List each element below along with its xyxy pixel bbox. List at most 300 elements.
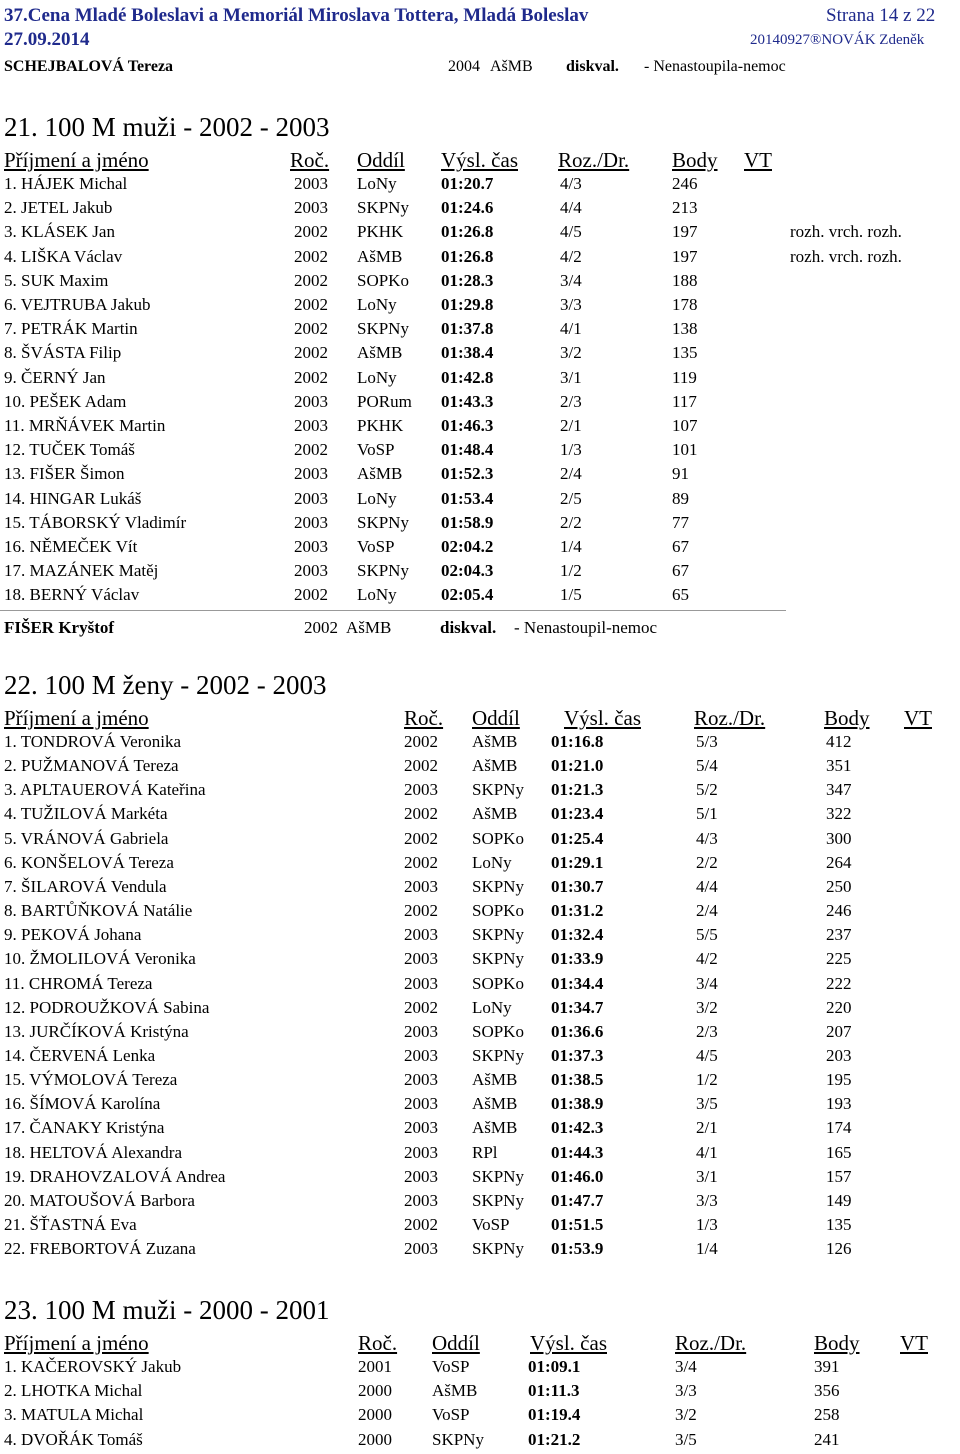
cell-heat: 3/4	[560, 270, 582, 290]
cell-time: 01:46.3	[441, 416, 494, 435]
cell-heat: 5/3	[696, 732, 718, 751]
cell-note: rozh. vrch. rozh.	[790, 246, 902, 266]
col-vt: VT	[744, 148, 772, 172]
table-row	[0, 489, 960, 513]
cell-heat: 1/5	[560, 585, 582, 605]
cell-year: 2003	[404, 973, 438, 993]
cell-club: VoSP	[472, 1215, 510, 1234]
cell-points: 391	[814, 1357, 840, 1376]
col-heat: Roz./Dr.	[558, 148, 630, 172]
cell-year: 2003	[404, 1045, 438, 1065]
cell-club: SOPKo	[357, 270, 409, 290]
cell-club: AšMB	[472, 756, 518, 776]
cell-time: 01:43.3	[441, 391, 494, 411]
cell-heat: 2/3	[696, 1021, 718, 1041]
table-row	[0, 949, 960, 973]
cell-club: SOPKo	[472, 828, 524, 848]
dq-name: SCHEJBALOVÁ Tereza	[4, 58, 174, 75]
table-row	[0, 392, 960, 416]
dq-note: - Nenastoupila-nemoc	[644, 58, 786, 75]
cell-name: 5. VRÁNOVÁ Gabriela	[4, 828, 169, 848]
table-row	[0, 416, 960, 440]
cell-year: 2003	[404, 1118, 438, 1138]
cell-year: 2002	[404, 1215, 438, 1234]
cell-club: VoSP	[432, 1405, 470, 1425]
cell-year: 2003	[404, 1239, 438, 1259]
table-divider	[0, 610, 786, 611]
cell-time: 01:26.8	[441, 222, 494, 242]
col-heat: Roz./Dr.	[675, 1331, 747, 1355]
cell-heat: 1/3	[696, 1215, 718, 1234]
cell-heat: 2/1	[696, 1118, 718, 1138]
cell-club: SKPNy	[357, 198, 409, 218]
cell-points: 246	[826, 901, 852, 921]
table-row	[0, 440, 960, 464]
table-row	[0, 271, 960, 295]
col-year: Roč.	[358, 1331, 398, 1355]
event-title: 23. 100 M muži - 2000 - 2001	[4, 1295, 330, 1325]
dq-note: - Nenastoupil-nemoc	[514, 618, 658, 637]
cell-points: 65	[672, 585, 689, 605]
cell-name: 4. LIŠKA Václav	[4, 246, 123, 266]
cell-year: 2003	[404, 1021, 438, 1041]
cell-club: LoNy	[357, 295, 397, 314]
cell-name: 4. DVOŘÁK Tomáš	[4, 1429, 143, 1449]
cell-heat: 4/4	[696, 876, 718, 896]
cell-year: 2003	[404, 1166, 438, 1186]
cell-name: 18. HELTOVÁ Alexandra	[4, 1142, 183, 1162]
cell-club: AšMB	[472, 732, 518, 751]
table-row	[0, 222, 960, 246]
cell-points: 89	[672, 488, 689, 508]
cell-name: 1. HÁJEK Michal	[4, 174, 128, 193]
cell-points: 258	[814, 1405, 840, 1425]
cell-time: 01:38.5	[551, 1070, 604, 1090]
cell-time: 01:52.3	[441, 464, 494, 484]
cell-time: 01:31.2	[551, 901, 604, 921]
cell-club: SKPNy	[472, 1045, 524, 1065]
col-time: Výsl. čas	[441, 148, 518, 172]
cell-heat: 5/4	[696, 756, 718, 776]
cell-club: AšMB	[432, 1381, 478, 1401]
cell-name: 17. ČANAKY Kristýna	[4, 1118, 165, 1138]
cell-year: 2002	[404, 732, 438, 751]
table-header	[0, 1331, 960, 1355]
cell-time: 01:21.3	[551, 780, 604, 800]
cell-points: 246	[672, 174, 698, 193]
cell-name: 15. TÁBORSKÝ Vladimír	[4, 512, 187, 532]
dq-status: diskval.	[440, 618, 497, 637]
cell-year: 2002	[294, 319, 328, 339]
table-header	[0, 706, 960, 730]
cell-heat: 1/3	[560, 440, 582, 460]
cell-time: 01:21.0	[551, 756, 604, 776]
cell-name: 6. KONŠELOVÁ Tereza	[4, 852, 174, 872]
cell-year: 2003	[404, 1142, 438, 1162]
cell-club: LoNy	[357, 367, 397, 387]
cell-time: 02:04.2	[441, 537, 494, 556]
cell-club: SKPNy	[472, 1190, 524, 1210]
cell-name: 20. MATOUŠOVÁ Barbora	[4, 1190, 195, 1210]
table-row	[0, 343, 960, 367]
cell-name: 5. SUK Maxim	[4, 270, 109, 290]
cell-name: 21. ŠŤASTNÁ Eva	[4, 1215, 137, 1234]
col-club: Oddíl	[472, 706, 520, 730]
cell-name: 2. JETEL Jakub	[4, 198, 113, 218]
cell-heat: 2/1	[560, 416, 582, 435]
cell-name: 15. VÝMOLOVÁ Tereza	[4, 1070, 178, 1090]
cell-points: 149	[826, 1190, 852, 1210]
cell-club: SOPKo	[472, 901, 524, 921]
cell-name: 8. BARTŮŇKOVÁ Natálie	[4, 901, 193, 921]
cell-points: 117	[672, 391, 697, 411]
cell-points: 412	[826, 732, 852, 751]
cell-points: 203	[826, 1045, 852, 1065]
cell-name: 13. FIŠER Šimon	[4, 464, 125, 484]
cell-club: SKPNy	[472, 949, 524, 969]
cell-time: 01:29.1	[551, 852, 604, 872]
cell-heat: 2/5	[560, 488, 582, 508]
cell-time: 01:24.6	[441, 198, 494, 218]
cell-club: AšMB	[472, 1094, 518, 1114]
cell-time: 01:21.2	[528, 1429, 581, 1449]
cell-heat: 4/2	[696, 949, 718, 969]
cell-time: 01:23.4	[551, 804, 604, 824]
table-row	[0, 1405, 960, 1429]
cell-points: 197	[672, 222, 698, 242]
cell-year: 2002	[294, 367, 328, 387]
cell-name: 12. PODROUŽKOVÁ Sabina	[4, 997, 210, 1017]
cell-club: SKPNy	[472, 1239, 524, 1259]
cell-name: 10. PEŠEK Adam	[4, 391, 127, 411]
cell-note: rozh. vrch. rozh.	[790, 222, 902, 242]
cell-time: 01:38.4	[441, 343, 494, 363]
table-row	[0, 198, 960, 222]
cell-name: 16. ŠÍMOVÁ Karolína	[4, 1094, 161, 1114]
cell-time: 01:29.8	[441, 295, 494, 314]
col-points: Body	[824, 706, 870, 730]
cell-club: SKPNy	[357, 512, 409, 532]
table-row	[0, 829, 960, 853]
cell-club: VoSP	[357, 440, 395, 460]
cell-heat: 3/4	[675, 1357, 697, 1376]
competition-title: 37.Cena Mladé Boleslavi a Memoriál Miroslava Tottera, Mladá Boleslav	[4, 5, 589, 26]
table-row	[0, 585, 960, 609]
cell-points: 220	[826, 997, 852, 1017]
cell-heat: 3/3	[696, 1190, 718, 1210]
cell-time: 01:11.3	[528, 1381, 580, 1401]
dq-row	[0, 618, 960, 642]
cell-time: 01:37.8	[441, 319, 494, 339]
cell-year: 2002	[404, 804, 438, 824]
table-row	[0, 1191, 960, 1215]
cell-points: 77	[672, 512, 689, 532]
cell-points: 157	[826, 1166, 852, 1186]
cell-points: 264	[826, 852, 852, 872]
cell-club: SKPNy	[357, 561, 409, 581]
cell-club: AšMB	[472, 1118, 518, 1138]
table-row	[0, 780, 960, 804]
cell-points: 241	[814, 1429, 840, 1449]
cell-year: 2002	[404, 852, 438, 872]
dq-year: 2002	[304, 618, 338, 637]
cell-year: 2002	[404, 828, 438, 848]
cell-heat: 2/2	[560, 512, 582, 532]
cell-year: 2003	[294, 391, 328, 411]
table-row	[0, 1381, 960, 1405]
col-name: Příjmení a jméno	[4, 1331, 149, 1355]
table-row	[0, 464, 960, 488]
cell-name: 17. MAZÁNEK Matěj	[4, 561, 159, 581]
cell-name: 1. KAČEROVSKÝ Jakub	[4, 1357, 182, 1376]
table-row	[0, 1070, 960, 1094]
cell-points: 174	[826, 1118, 852, 1138]
cell-club: VoSP	[432, 1357, 470, 1376]
cell-points: 213	[672, 198, 698, 218]
cell-club: SKPNy	[472, 780, 524, 800]
col-points: Body	[814, 1331, 860, 1355]
cell-year: 2003	[404, 1070, 438, 1090]
cell-year: 2002	[294, 440, 328, 460]
cell-points: 165	[826, 1142, 852, 1162]
cell-name: 10. ŽMOLILOVÁ Veronika	[4, 949, 196, 969]
cell-time: 01:36.6	[551, 1021, 604, 1041]
cell-club: LoNy	[472, 997, 512, 1017]
cell-time: 01:53.4	[441, 488, 494, 508]
cell-heat: 3/2	[675, 1405, 697, 1425]
cell-points: 222	[826, 973, 852, 993]
cell-club: AšMB	[472, 804, 518, 824]
table-row	[0, 732, 960, 756]
cell-points: 250	[826, 876, 852, 896]
cell-name: 14. HINGAR Lukáš	[4, 488, 142, 508]
cell-year: 2002	[294, 343, 328, 363]
cell-time: 01:42.3	[551, 1118, 604, 1138]
cell-points: 193	[826, 1094, 852, 1114]
table-row	[0, 974, 960, 998]
cell-club: LoNy	[357, 174, 397, 193]
table-row	[0, 1430, 960, 1454]
cell-heat: 4/2	[560, 246, 582, 266]
table-row	[0, 513, 960, 537]
cell-points: 237	[826, 925, 852, 945]
cell-name: 11. MRŇÁVEK Martin	[4, 416, 166, 435]
cell-club: PKHK	[357, 222, 404, 242]
cell-name: 1. TONDROVÁ Veronika	[4, 732, 182, 751]
table-row	[0, 247, 960, 271]
cell-year: 2003	[294, 512, 328, 532]
cell-points: 107	[672, 416, 698, 435]
cell-heat: 4/5	[560, 222, 582, 242]
table-row	[0, 1357, 960, 1381]
col-heat: Roz./Dr.	[694, 706, 766, 730]
cell-heat: 1/4	[696, 1239, 718, 1259]
cell-time: 01:42.8	[441, 367, 494, 387]
cell-time: 01:19.4	[528, 1405, 581, 1425]
col-vt: VT	[900, 1331, 928, 1355]
cell-year: 2003	[294, 464, 328, 484]
cell-year: 2003	[294, 561, 328, 581]
table-row	[0, 925, 960, 949]
cell-heat: 4/4	[560, 198, 582, 218]
cell-heat: 3/1	[696, 1166, 718, 1186]
cell-name: 6. VEJTRUBA Jakub	[4, 295, 151, 314]
cell-name: 22. FREBORTOVÁ Zuzana	[4, 1239, 196, 1259]
cell-heat: 1/2	[560, 561, 582, 581]
cell-year: 2002	[294, 585, 328, 605]
cell-name: 2. LHOTKA Michal	[4, 1381, 143, 1401]
prev-dq-row	[0, 58, 960, 82]
cell-points: 225	[826, 949, 852, 969]
cell-time: 01:25.4	[551, 828, 604, 848]
cell-points: 188	[672, 270, 698, 290]
event-title: 22. 100 M ženy - 2002 - 2003	[4, 670, 327, 700]
cell-club: VoSP	[357, 537, 395, 556]
table-row	[0, 1094, 960, 1118]
dq-status: diskval.	[566, 58, 619, 75]
table-row	[0, 1143, 960, 1167]
col-time: Výsl. čas	[530, 1331, 607, 1355]
cell-heat: 3/4	[696, 973, 718, 993]
cell-points: 351	[826, 756, 852, 776]
col-club: Oddíl	[357, 148, 405, 172]
cell-club: PORum	[357, 391, 412, 411]
cell-time: 01:37.3	[551, 1045, 604, 1065]
table-header	[0, 148, 960, 172]
cell-heat: 1/4	[560, 537, 582, 556]
table-row	[0, 368, 960, 392]
table-row	[0, 853, 960, 877]
table-row	[0, 901, 960, 925]
cell-heat: 4/1	[696, 1142, 718, 1162]
cell-points: 135	[672, 343, 698, 363]
cell-year: 2003	[294, 198, 328, 218]
cell-year: 2002	[404, 997, 438, 1017]
cell-year: 2002	[404, 901, 438, 921]
col-club: Oddíl	[432, 1331, 480, 1355]
cell-name: 14. ČERVENÁ Lenka	[4, 1045, 156, 1065]
cell-name: 3. KLÁSEK Jan	[4, 222, 115, 242]
cell-time: 01:34.4	[551, 973, 604, 993]
cell-year: 2003	[404, 876, 438, 896]
cell-points: 126	[826, 1239, 852, 1259]
cell-club: LoNy	[472, 852, 512, 872]
table-row	[0, 1118, 960, 1142]
cell-points: 119	[672, 367, 697, 387]
table-row	[0, 295, 960, 319]
col-vt: VT	[904, 706, 932, 730]
cell-name: 3. MATULA Michal	[4, 1405, 144, 1425]
cell-heat: 3/1	[560, 367, 582, 387]
cell-heat: 5/2	[696, 780, 718, 800]
cell-time: 01:34.7	[551, 997, 604, 1017]
cell-year: 2003	[294, 416, 328, 435]
cell-points: 347	[826, 780, 852, 800]
cell-year: 2003	[404, 1094, 438, 1114]
cell-name: 4. TUŽILOVÁ Markéta	[4, 804, 168, 824]
cell-year: 2000	[358, 1405, 392, 1425]
cell-heat: 3/5	[675, 1429, 697, 1449]
cell-name: 11. CHROMÁ Tereza	[4, 973, 153, 993]
cell-heat: 3/3	[675, 1381, 697, 1401]
cell-name: 12. TUČEK Tomáš	[4, 440, 135, 460]
cell-year: 2003	[404, 925, 438, 945]
cell-heat: 4/5	[696, 1045, 718, 1065]
cell-points: 207	[826, 1021, 852, 1041]
cell-heat: 2/4	[560, 464, 582, 484]
cell-name: 7. PETRÁK Martin	[4, 319, 138, 339]
cell-time: 01:28.3	[441, 270, 494, 290]
cell-time: 01:58.9	[441, 512, 494, 532]
cell-time: 01:46.0	[551, 1166, 604, 1186]
cell-year: 2002	[294, 270, 328, 290]
cell-year: 2003	[404, 780, 438, 800]
cell-heat: 1/2	[696, 1070, 718, 1090]
cell-name: 9. ČERNÝ Jan	[4, 367, 106, 387]
cell-points: 138	[672, 319, 698, 339]
table-row	[0, 319, 960, 343]
cell-name: 19. DRAHOVZALOVÁ Andrea	[4, 1166, 226, 1186]
cell-club: LoNy	[357, 585, 397, 605]
dq-year: 2004	[448, 58, 480, 75]
cell-club: SKPNy	[472, 876, 524, 896]
table-row	[0, 174, 960, 198]
table-row	[0, 998, 960, 1022]
cell-name: 7. ŠILAROVÁ Vendula	[4, 876, 167, 896]
cell-name: 2. PUŽMANOVÁ Tereza	[4, 756, 179, 776]
cell-year: 2000	[358, 1429, 392, 1449]
cell-club: SKPNy	[472, 1166, 524, 1186]
page-number: Strana 14 z 22	[826, 5, 936, 26]
table-row	[0, 804, 960, 828]
cell-heat: 2/2	[696, 852, 718, 872]
cell-points: 197	[672, 246, 698, 266]
cell-time: 01:20.7	[441, 174, 494, 193]
cell-points: 101	[672, 440, 698, 460]
cell-points: 356	[814, 1381, 840, 1401]
cell-points: 300	[826, 828, 852, 848]
col-year: Roč.	[404, 706, 444, 730]
col-year: Roč.	[290, 148, 330, 172]
cell-time: 02:05.4	[441, 585, 494, 605]
cell-heat: 5/1	[696, 804, 718, 824]
cell-time: 01:09.1	[528, 1357, 581, 1376]
cell-points: 322	[826, 804, 852, 824]
table-row	[0, 877, 960, 901]
cell-heat: 2/4	[696, 901, 718, 921]
table-row	[0, 1215, 960, 1239]
cell-time: 01:53.9	[551, 1239, 604, 1259]
cell-heat: 4/3	[696, 828, 718, 848]
cell-year: 2000	[358, 1381, 392, 1401]
cell-points: 67	[672, 561, 689, 581]
cell-time: 01:44.3	[551, 1142, 604, 1162]
cell-club: SKPNy	[472, 925, 524, 945]
table-row	[0, 756, 960, 780]
cell-club: AšMB	[357, 246, 403, 266]
cell-year: 2003	[404, 1190, 438, 1210]
table-row	[0, 537, 960, 561]
cell-points: 178	[672, 295, 698, 314]
cell-club: LoNy	[357, 488, 397, 508]
cell-points: 135	[826, 1215, 852, 1234]
cell-heat: 3/2	[560, 343, 582, 363]
cell-heat: 3/2	[696, 997, 718, 1017]
cell-club: SOPKo	[472, 973, 524, 993]
cell-name: 9. PEKOVÁ Johana	[4, 925, 142, 945]
cell-time: 01:26.8	[441, 246, 494, 266]
cell-year: 2002	[294, 222, 328, 242]
